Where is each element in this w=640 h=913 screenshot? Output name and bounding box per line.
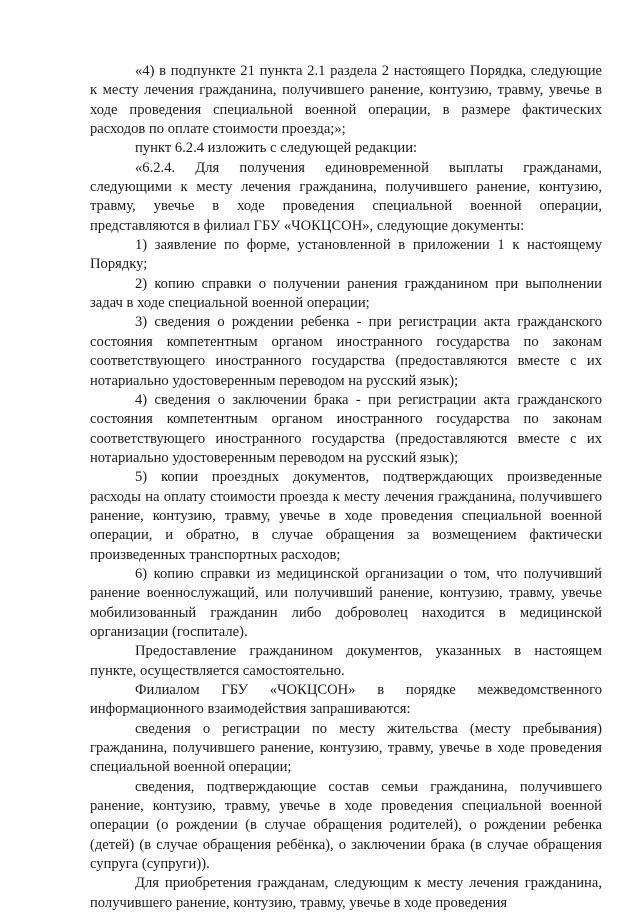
list-item-5-travel-documents: 5) копии проездных документов, подтверждающих произведенные расходы на оплату стоимости проезда к месту лечения гражданина, получившего ранение, контузию, травму, увечье в ходе проведения специальной военной операции, и обратно, в случае обращения за возмещением фактически произведенных транспортных расходов; [90, 469, 602, 563]
list-item-3-birth-record: 3) сведения о рождении ребенка - при регистрации акта гражданского состояния компетентным органом иностранного государства по законам соответствующего иностранного государства (предоставляются вместе с их нотариально удостоверенным переводом на русский язык); [90, 314, 602, 389]
list-item-1-application: 1) заявление по форме, установленной в приложении 1 к настоящему Порядку; [90, 237, 602, 273]
paragraph-residence-info: сведения о регистрации по месту жительства (месту пребывания) гражданина, получившего ранение, контузию, травму, увечье в ходе проведения специальной военной операции; [90, 720, 602, 776]
paragraph-self-submission: Предоставление гражданином документов, указанных в настоящем пункте, осуществляется самостоятельно. [90, 643, 602, 679]
list-item-4-marriage-record: 4) сведения о заключении брака - при регистрации акта гражданского состояния компетентным органом иностранного государства по законам соответствующего иностранного государства (предоставляются вместе с их нотариально удостоверенным переводом на русский язык); [90, 391, 602, 466]
paragraph-point-6-2-4-text: «6.2.4. Для получения единовременной выплаты гражданами, следующими к месту лечения гражданина, получившего ранение, контузию, травму, увечье в ходе проведения специальной военной операции, представляются в филиал ГБУ «ЧОКЦСОН», следующие документы: [90, 159, 602, 234]
list-item-6-medical-certificate: 6) копию справки из медицинской организации о том, что получивший ранение военнослужащий, или получивший ранение, контузию, травму, увечье мобилизованный гражданин либо доброволец находится в медицинской организации (госпитале). [90, 565, 602, 640]
paragraph-subpoint-4-amendment: «4) в подпункте 21 пункта 2.1 раздела 2 настоящего Порядка, следующие к месту лечения гражданина, получившего ранение, контузию, травму, увечье в ходе проведения специальной военной операции, в размере фактических расходов по оплате стоимости проезда;»; [90, 63, 602, 138]
paragraph-interagency-request: Филиалом ГБУ «ЧОКЦСОН» в порядке межведомственного информационного взаимодействия запрашиваются: [90, 682, 602, 718]
document-body [90, 62, 602, 913]
paragraph-family-composition: сведения, подтверждающие состав семьи гражданина, получившего ранение, контузию, травму, увечье в ходе проведения специальной военной операции (о рождении (в случае обращения родителей), о рождении ребенка (детей) (в случае обращения ребёнка), о заключении брака (в случае обращения супруга (супруги)). [90, 778, 602, 873]
list-item-2-injury-certificate: 2) копию справки о получении ранения гражданином при выполнении задач в ходе специальной военной операции; [90, 275, 602, 312]
paragraph-ticket-purchase: Для приобретения гражданам, следующим к месту лечения гражданина, получившего ранение, контузию, травму, увечье в ходе проведения [90, 875, 602, 911]
paragraph-point-6-2-4-intro: пункт 6.2.4 изложить с следующей редакции: [135, 140, 418, 157]
